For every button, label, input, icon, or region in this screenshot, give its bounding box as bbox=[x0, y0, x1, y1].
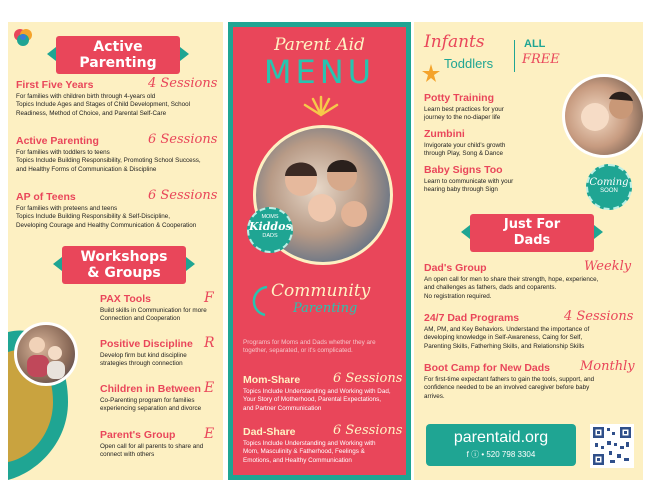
header-line: Workshops bbox=[80, 249, 168, 265]
desc-line: Connection and Cooperation bbox=[100, 315, 181, 323]
active-parenting-header bbox=[56, 36, 180, 74]
desc-line: Invigorate your child's growth bbox=[424, 142, 506, 149]
program-sessions: 6 Sessions bbox=[333, 371, 403, 386]
desc-line: For first-time expectant fathers to gain the tools, support, and bbox=[424, 376, 595, 383]
header-line: Dads bbox=[513, 233, 551, 248]
desc-line: Topics Include Building Responsibility & Self-Discipline, bbox=[16, 213, 170, 221]
desc-line: journey to the no-diaper life bbox=[424, 114, 501, 122]
desc-line: and challenges as fathers, dads and coparents. bbox=[424, 284, 557, 292]
desc-line: Develop firm but kind discipline bbox=[100, 352, 187, 359]
desc-line: arrives. bbox=[424, 392, 445, 400]
program-title: Boot Camp for New Dads bbox=[424, 362, 551, 374]
header-line: Active bbox=[93, 39, 143, 55]
program-desc bbox=[424, 276, 639, 301]
parent-aid-logo-icon bbox=[12, 26, 34, 48]
program-title: Active Parenting bbox=[16, 135, 99, 147]
infants-title: Infants bbox=[424, 32, 485, 52]
header-line: Just For bbox=[503, 217, 561, 232]
workshop-letter: E bbox=[204, 426, 215, 442]
program-title: Dad-Share bbox=[243, 426, 296, 438]
workshop-title: Parent's Group bbox=[100, 429, 176, 441]
family-photo bbox=[14, 322, 78, 386]
program-desc bbox=[243, 388, 408, 413]
workshop-letter: R bbox=[204, 335, 215, 351]
desc-line: Developing Courage and Healthy Communication & Cooperation bbox=[16, 221, 197, 229]
coming-label: Coming bbox=[589, 177, 629, 188]
badge-bottom: DADS bbox=[262, 233, 278, 239]
desc-line: hearing baby through Sign bbox=[424, 186, 498, 194]
desc-line: AM, PM, and Key Behaviors. Understand the importance of bbox=[424, 326, 590, 333]
workshop-desc bbox=[100, 397, 222, 414]
intro-line: Programs for Moms and Dads whether they are bbox=[243, 339, 376, 346]
sunburst-icon bbox=[293, 95, 349, 117]
intro-text bbox=[243, 339, 408, 356]
qr-code-icon[interactable] bbox=[590, 424, 634, 468]
desc-line: Mom, Masculinity & Fatherhood, Feelings & bbox=[243, 448, 365, 456]
workshop-letter: E bbox=[204, 380, 215, 396]
workshop-title: Positive Discipline bbox=[100, 338, 193, 350]
menu-title: MENU bbox=[263, 53, 376, 91]
dad-baby-photo bbox=[562, 74, 643, 158]
program-desc bbox=[243, 440, 408, 465]
desc-line: For families with children birth through 4-years old bbox=[16, 93, 156, 100]
workshop-title: Children in Between bbox=[100, 383, 201, 395]
workshop-letter: F bbox=[204, 290, 214, 306]
desc-line: Open call for all parents to share and bbox=[100, 443, 204, 450]
program-sessions: 4 Sessions bbox=[564, 309, 634, 324]
program-title: Mom-Share bbox=[243, 374, 301, 386]
soon-label: SOON bbox=[600, 188, 618, 194]
kiddos-badge bbox=[247, 207, 293, 253]
desc-line: Parenting Skills, Fatherhing Skills, and Relationship Skills bbox=[424, 342, 585, 350]
parenting-title: Parenting bbox=[293, 301, 358, 316]
desc-line: connect with others bbox=[100, 451, 155, 459]
desc-line: experiencing separation and divorce bbox=[100, 405, 202, 413]
program-desc bbox=[424, 326, 639, 351]
header-line: Parenting bbox=[79, 55, 157, 71]
panel-menu bbox=[228, 22, 411, 480]
panel-infants-dads bbox=[414, 22, 643, 480]
program-title: AP of Teens bbox=[16, 191, 76, 203]
website-link[interactable]: parentaid.org bbox=[453, 429, 549, 446]
workshops-header bbox=[62, 246, 186, 284]
desc-line: Build skills in Communication for more bbox=[100, 307, 207, 314]
just-for-dads-header bbox=[470, 214, 594, 252]
free-label: FREE bbox=[522, 52, 560, 67]
desc-line: Readiness, Method of Choice, and Parental Self-Care bbox=[16, 109, 167, 117]
desc-line: Co-Parenting program for families bbox=[100, 397, 195, 404]
desc-line: Learn to communicate with your bbox=[424, 178, 514, 185]
desc-line: Topics Include Building Responsibility, Promoting School Success, bbox=[16, 157, 201, 165]
swirl-icon bbox=[247, 283, 271, 319]
badge-top: MOMS bbox=[261, 214, 279, 220]
program-title: Baby Signs Too bbox=[424, 164, 503, 176]
all-label: ALL bbox=[524, 38, 546, 50]
program-title: Dad's Group bbox=[424, 262, 487, 274]
desc-line: through Play, Song & Dance bbox=[424, 150, 503, 158]
program-desc bbox=[424, 142, 564, 159]
star-icon bbox=[420, 62, 442, 84]
program-desc bbox=[16, 149, 221, 174]
divider bbox=[514, 40, 515, 72]
desc-line: Learn best practices for your bbox=[424, 106, 504, 113]
desc-line: strategies through connection bbox=[100, 360, 183, 368]
desc-line: Topics Include Understanding and Working with Dad, bbox=[243, 388, 391, 395]
program-sessions: 6 Sessions bbox=[333, 423, 403, 438]
desc-line: and Partner Communication bbox=[243, 404, 322, 412]
desc-line: confidence needed to be an involved caregiver before baby bbox=[424, 384, 590, 392]
contact-line: f ⓘ • 520 798 3304 bbox=[466, 450, 536, 459]
desc-line: Your Story of Motherhood, Parental Expectations, bbox=[243, 396, 382, 404]
program-title: 24/7 Dad Programs bbox=[424, 312, 520, 324]
contact-bar bbox=[426, 424, 576, 466]
program-desc bbox=[424, 376, 639, 401]
workshop-desc bbox=[100, 443, 222, 460]
desc-line: and Healthy Forms of Communication & Discipline bbox=[16, 165, 157, 173]
desc-line: An open call for men to share their strength, hope, experience, bbox=[424, 276, 599, 283]
badge-mid: Kiddos bbox=[249, 220, 292, 233]
workshop-desc bbox=[100, 307, 222, 324]
program-sessions: 6 Sessions bbox=[148, 132, 218, 147]
desc-line: No registration required. bbox=[424, 292, 492, 300]
people-icon bbox=[565, 77, 643, 155]
program-desc bbox=[16, 93, 221, 118]
intro-line: together, separated, or it's complicated. bbox=[243, 347, 353, 355]
header-line: & Groups bbox=[87, 265, 161, 281]
program-sessions: 6 Sessions bbox=[148, 188, 218, 203]
panel-parenting bbox=[8, 22, 223, 480]
coming-soon-badge bbox=[586, 164, 632, 210]
program-sessions: Monthly bbox=[580, 359, 635, 374]
community-title: Community bbox=[271, 281, 371, 301]
toddlers-title: Toddlers bbox=[444, 56, 494, 71]
program-desc bbox=[424, 106, 564, 123]
program-sessions: Weekly bbox=[584, 259, 632, 274]
desc-line: Topics Include Ages and Stages of Child Development, School bbox=[16, 101, 190, 109]
program-sessions: 4 Sessions bbox=[148, 76, 218, 91]
program-desc bbox=[424, 178, 564, 195]
desc-line: Emotions, and Healthy Communication bbox=[243, 456, 352, 464]
workshop-title: PAX Tools bbox=[100, 293, 151, 305]
program-title: Zumbini bbox=[424, 128, 465, 140]
brand-title: Parent Aid bbox=[274, 35, 365, 55]
program-desc bbox=[16, 205, 221, 230]
program-title: First Five Years bbox=[16, 79, 94, 91]
desc-line: For families with preteens and teens bbox=[16, 205, 118, 212]
desc-line: developing knowledge in Self-Awareness, Caing for Self, bbox=[424, 334, 583, 342]
workshop-desc bbox=[100, 352, 222, 369]
program-title: Potty Training bbox=[424, 92, 495, 104]
people-icon bbox=[17, 325, 75, 383]
desc-line: Topics Include Understanding and Working with bbox=[243, 440, 376, 447]
desc-line: For families with toddlers to teens bbox=[16, 149, 110, 156]
